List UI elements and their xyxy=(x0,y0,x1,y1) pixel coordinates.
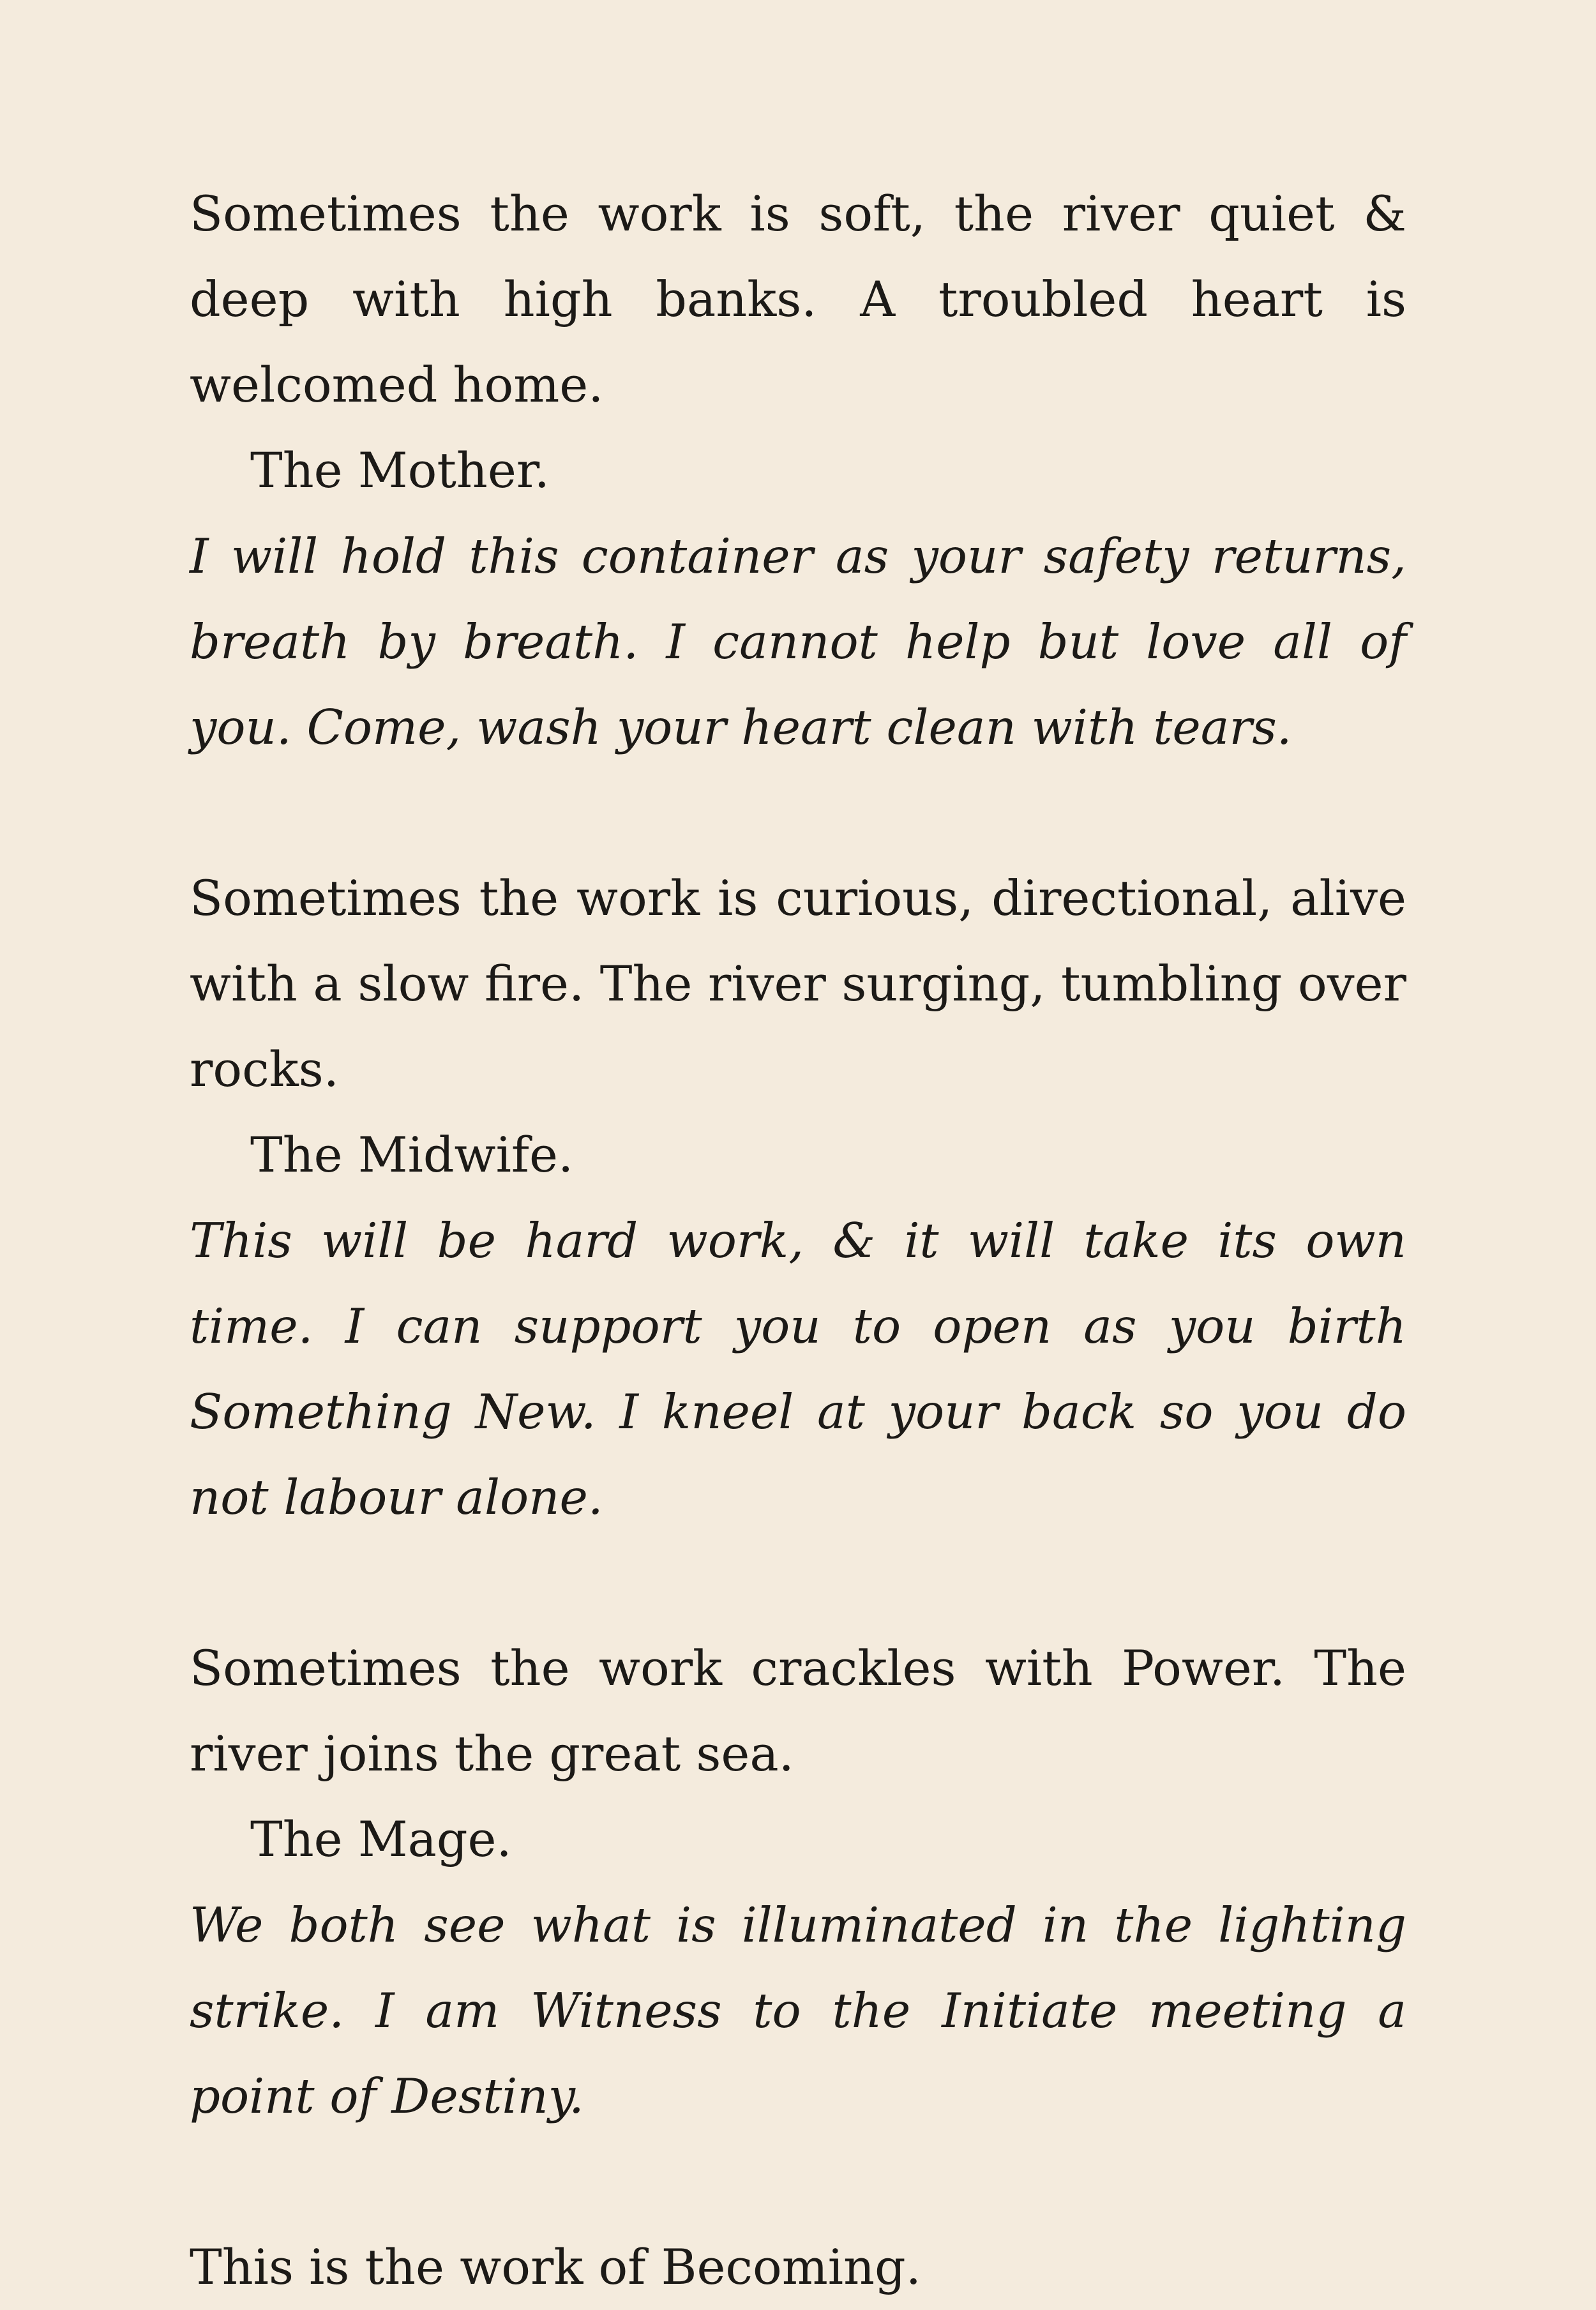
role-heading: The Mother. xyxy=(250,442,550,499)
stanza-closing xyxy=(190,2224,1406,2310)
closing-line: This is the work of Becoming. xyxy=(190,2238,921,2295)
poem-page xyxy=(190,171,1406,2310)
role-heading: The Mage. xyxy=(250,1811,512,1868)
narration-paragraph: Sometimes the work is curious, directional, alive with a slow fire. The river surging, tumbling over rocks. xyxy=(190,870,1406,1098)
stanza-mother xyxy=(190,171,1406,770)
voice-paragraph: This will be hard work, & it will take its own time. I can support you to open as you birth Something New. I kneel at your back so you do not labour alone. xyxy=(190,1212,1406,1525)
role-heading: The Midwife. xyxy=(250,1126,574,1183)
narration-paragraph: Sometimes the work is soft, the river quiet & deep with high banks. A troubled heart is welcomed home. xyxy=(190,185,1406,413)
narration-paragraph: Sometimes the work crackles with Power. The river joins the great sea. xyxy=(190,1640,1406,1782)
voice-paragraph: We both see what is illuminated in the lighting strike. I am Witness to the Initiate meeting a point of Destiny. xyxy=(190,1897,1406,2124)
voice-paragraph: I will hold this container as your safety returns, breath by breath. I cannot help but love all of you. Come, wash your heart clean with tears. xyxy=(190,528,1406,755)
stanza-mage xyxy=(190,1626,1406,2139)
stanza-midwife xyxy=(190,856,1406,1540)
